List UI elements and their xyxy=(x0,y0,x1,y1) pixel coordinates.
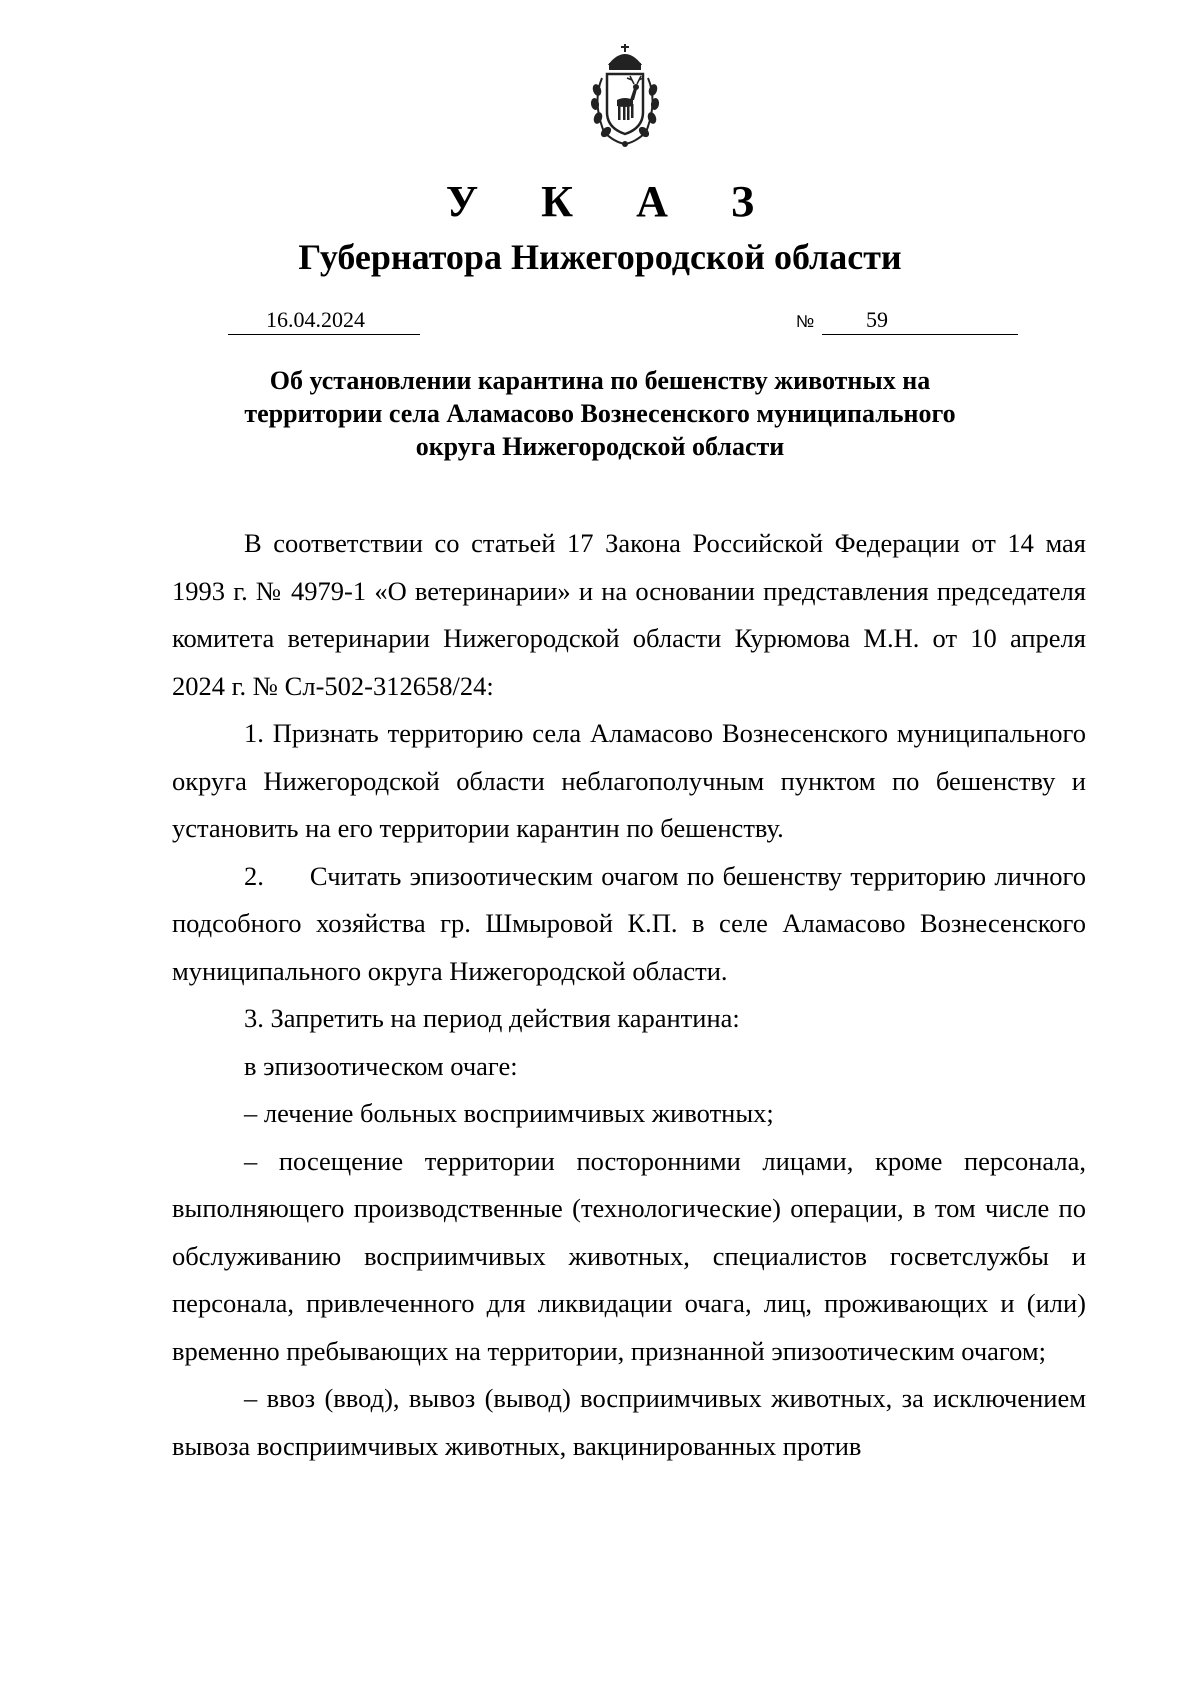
number-sign: № xyxy=(796,312,815,331)
heading-line: Об установлении карантина по бешенству животных на xyxy=(269,366,931,395)
item-2-text: Считать эпизоотическим очагом по бешенству территорию личного подсобного хозяйства гр. Шмыровой К.П. в селе Аламасово Вознесенского муниципального округа Нижегородской области. xyxy=(172,860,1086,986)
item-3-paragraph: 3. Запретить на период действия карантина: xyxy=(244,1003,740,1033)
number-field xyxy=(822,306,1018,335)
document-body xyxy=(172,520,1086,1470)
dash-item: – лечение больных восприимчивых животных; xyxy=(244,1098,774,1128)
item-2-paragraph xyxy=(172,853,1086,996)
heading-line: территории села Аламасово Вознесенского муниципального xyxy=(244,399,956,428)
preamble-paragraph: В соответствии со статьей 17 Закона Российской Федерации от 14 мая 1993 г. № 4979-1 «О ветеринарии» и на основании представления председателя комитета ветеринарии Нижегородской области Курюмова М.Н. от 10 апреля 2024 г. № Сл-502-312658/24: xyxy=(172,528,1086,701)
item-2-number: 2. xyxy=(244,860,264,891)
document-date: 16.04.2024 xyxy=(266,307,365,332)
dash-item: – ввоз (ввод), вывоз (вывод) восприимчивых животных, за исключением вывоза восприимчивых животных, вакцинированных против xyxy=(172,1383,1086,1461)
document-type-title: У К А З xyxy=(445,177,781,226)
issuer-title: Губернатора Нижегородской области xyxy=(298,237,902,277)
document-number: 59 xyxy=(866,307,888,332)
focus-subheading: в эпизоотическом очаге: xyxy=(244,1050,518,1081)
coat-of-arms-icon xyxy=(570,42,680,152)
date-field xyxy=(228,306,420,335)
document-heading xyxy=(150,364,1050,463)
heading-line: округа Нижегородской области xyxy=(415,432,785,461)
dash-item: – посещение территории посторонними лицами, кроме персонала, выполняющего производственные (технологические) операции, в том числе по обслуживанию восприимчивых животных, специалистов госветслужбы и персонала, привлеченного для ликвидации очага, лиц, проживающих и (или) временно пребывающих на территории, признанной эпизоотическим очагом; xyxy=(172,1145,1086,1366)
item-1-paragraph: 1. Признать территорию села Аламасово Вознесенского муниципального округа Нижегородской области неблагополучным пунктом по бешенству и установить на его территории карантин по бешенству. xyxy=(172,718,1086,843)
